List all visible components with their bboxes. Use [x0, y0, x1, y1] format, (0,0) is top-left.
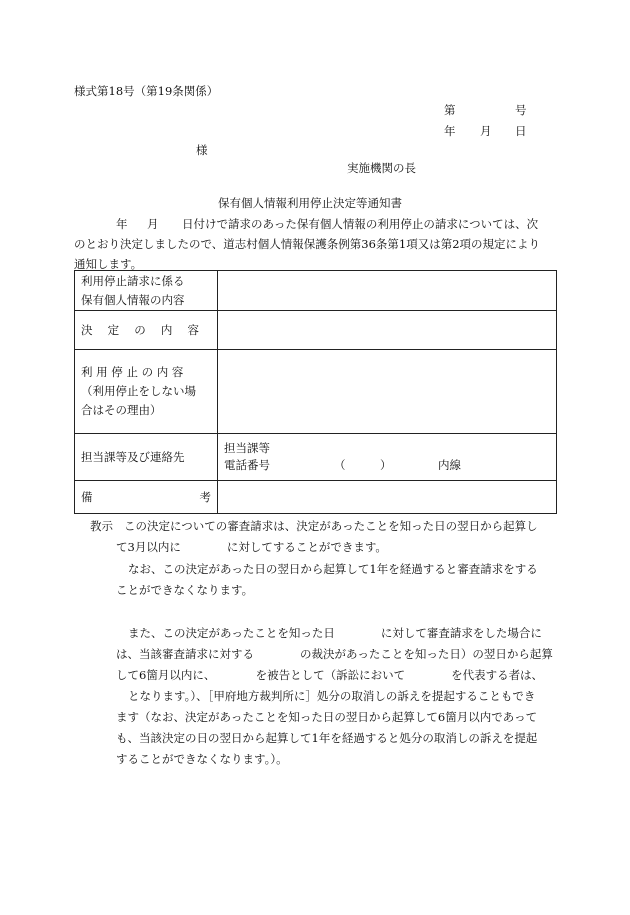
requested-info-value — [218, 271, 557, 311]
intro-line2: のとおり決定しましたので、道志村個人情報保護条例第36条第1項又は第2項の規定により — [74, 237, 541, 251]
recipient-suffix: 様 — [196, 143, 208, 157]
contact-dept: 担当課等 — [224, 441, 270, 455]
notice-p3-line5: ます（なお、決定があったことを知った日の翌日から起算して6箇月以内であって — [116, 710, 538, 724]
row-label-decision — [75, 311, 218, 350]
table-row — [75, 350, 557, 434]
table-row — [75, 434, 557, 481]
notice-p2-line1: なお、この決定があった日の翌日から起算して1年を経過すると審査請求をする — [128, 562, 538, 576]
form-id: 様式第18号（第19条関係） — [74, 84, 219, 98]
table-row — [75, 271, 557, 311]
suspension-value — [218, 350, 557, 434]
intro-line1: 日付けで請求のあった保有個人情報の利用停止の請求については、次 — [182, 217, 539, 231]
notice-p1-line2: て3月以内に に対してすることができます。 — [116, 540, 387, 554]
label-line: （利用停止をしない場 — [81, 384, 196, 398]
label-char: 考 — [199, 489, 211, 504]
label-char: 内 — [160, 322, 173, 337]
doc-number-dai: 第 — [444, 103, 456, 117]
notice-p3-line2: は、当該審査請求に対する の裁決があったことを知った日）の翌日から起算 — [116, 647, 553, 661]
label-line: 利用停止請求に係る — [81, 273, 185, 288]
label-line: 利 用 停 止 の 内 容 — [81, 365, 184, 379]
remarks-value — [218, 481, 557, 514]
label-char: の — [134, 322, 146, 337]
row-label-requested-info — [75, 271, 218, 311]
label-char: 決 — [81, 322, 93, 337]
table-row — [75, 481, 557, 514]
issuer: 実施機関の長 — [347, 161, 416, 175]
notice-p3-line6: も、当該決定の日の翌日から起算して1年を経過すると処分の取消しの訴えを提起 — [116, 731, 538, 745]
intro-month: 月 — [147, 217, 159, 231]
row-label-suspension — [75, 350, 218, 434]
doc-number-go: 号 — [515, 103, 527, 117]
decision-table — [74, 270, 557, 514]
contact-ext-label: 内線 — [438, 458, 461, 472]
row-label-contact: 担当課等及び連絡先 — [75, 434, 218, 481]
notice-p3-line7: することができなくなります。）。 — [116, 752, 288, 766]
notice-heading: 教示 — [90, 519, 113, 533]
date-month: 月 — [480, 124, 492, 138]
date-day: 日 — [515, 124, 527, 138]
label-char: 備 — [81, 489, 93, 504]
notice-p1-line1: この決定についての審査請求は、決定があったことを知った日の翌日から起算し — [124, 519, 538, 533]
notice-p3-line4: となります。）、［甲府地方裁判所に］処分の取消しの訴えを提起することもでき — [128, 689, 536, 703]
intro-line3: 通知します。 — [74, 257, 143, 271]
intro-year: 年 — [116, 217, 128, 231]
label-line: 保有個人情報の内容 — [81, 292, 185, 307]
contact-value — [218, 434, 557, 481]
notice-p3-line1: また、この決定があったことを知った日 に対して審査請求をした場合に — [128, 626, 542, 640]
date-year: 年 — [444, 124, 456, 138]
table-row — [75, 311, 557, 350]
row-label-remarks — [75, 481, 218, 514]
document-title: 保有個人情報利用停止決定等通知書 — [218, 196, 402, 210]
notice-p2-line2: ことができなくなります。 — [116, 583, 254, 597]
label-char: 定 — [107, 322, 120, 337]
label-char: 容 — [187, 322, 199, 337]
contact-phone-label: 電話番号 — [224, 458, 270, 472]
notice-p3-line3: して6箇月以内に、 を被告として（訴訟において を代表する者は、 — [116, 668, 544, 682]
decision-value — [218, 311, 557, 350]
label-line: 合はその理由） — [81, 403, 162, 417]
contact-phone-paren: （ ） — [334, 458, 392, 472]
